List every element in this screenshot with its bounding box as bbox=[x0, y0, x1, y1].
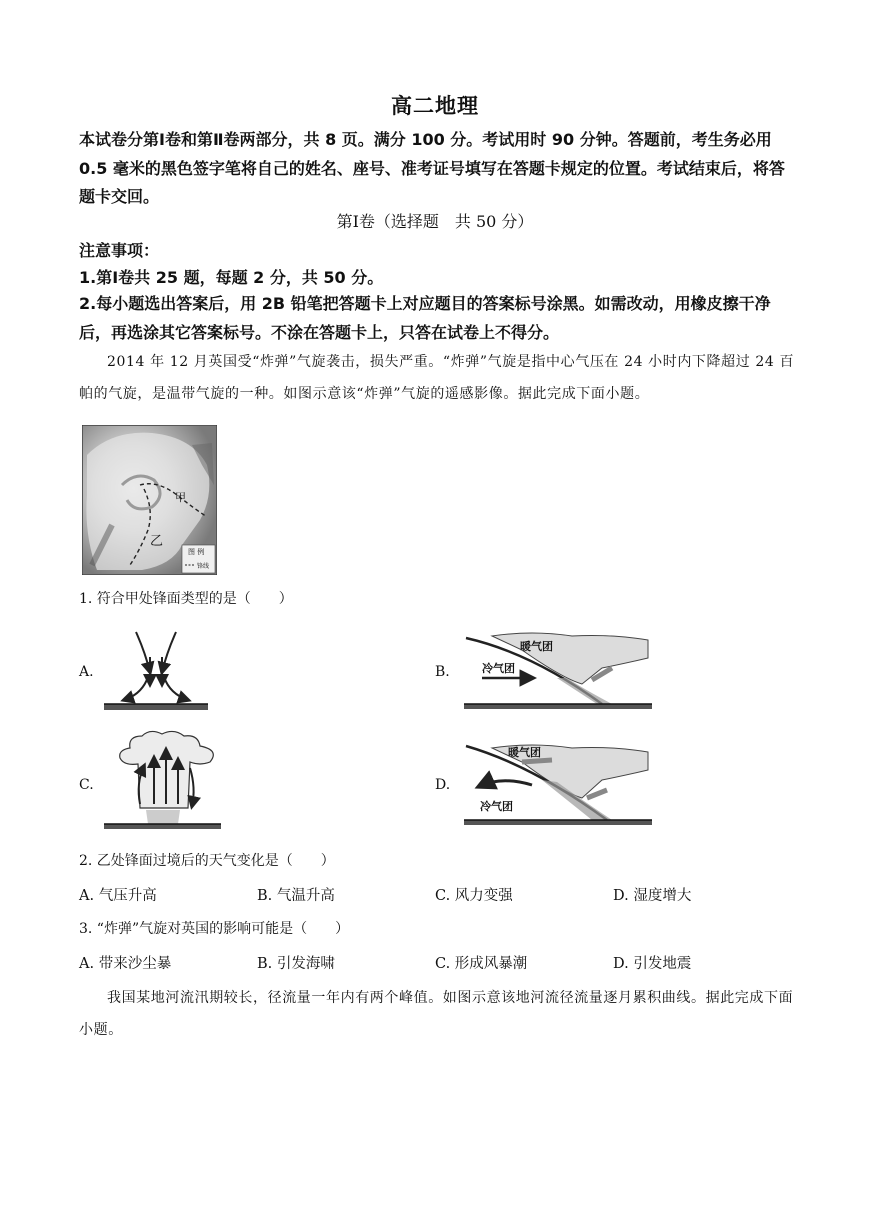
legend-item: 锋线 bbox=[197, 563, 210, 570]
label-yi: 乙 bbox=[150, 534, 164, 549]
q2-stem: 2. 乙处锋面过境后的天气变化是（ ） bbox=[79, 853, 335, 869]
q1-d-cold-label: 冷气团 bbox=[480, 800, 513, 813]
q1-option-c-diagram[interactable] bbox=[100, 728, 225, 832]
q1-b-warm-label: 暖气团 bbox=[520, 640, 553, 653]
q3-option-d[interactable]: D. 引发地震 bbox=[613, 956, 692, 972]
q2-option-c[interactable]: C. 风力变强 bbox=[435, 888, 513, 904]
exam-instructions: 本试卷分第Ⅰ卷和第Ⅱ卷两部分，共 8 页。满分 100 分。考试用时 90 分钟。答题前，考生务必用 0.5 毫米的黑色签字笔将自己的姓名、座号、准考证号填写在答题卡规定的位置。考试结束后，将答题卡交回。 bbox=[79, 130, 785, 206]
q2-option-a[interactable]: A. 气压升高 bbox=[79, 888, 157, 904]
passage-2: 我国某地河流汛期较长，径流量一年内有两个峰值。如图示意该地河流径流量逐月累积曲线。据此完成下面小题。 bbox=[79, 990, 794, 1038]
q1-d-warm-label: 暖气团 bbox=[508, 746, 541, 759]
notes-heading: 注意事项： bbox=[79, 241, 160, 260]
q1-option-d-letter[interactable]: D. bbox=[435, 777, 451, 793]
notes-item-2: 2.每小题选出答案后，用 2B 铅笔把答题卡上对应题目的答案标号涂黑。如需改动，用橡皮擦干净后，再选涂其它答案标号。不涂在答题卡上，只答在试卷上不得分。 bbox=[79, 294, 771, 342]
q1-option-b-letter[interactable]: B. bbox=[435, 664, 450, 680]
q1-stem: 1. 符合甲处锋面类型的是（ ） bbox=[79, 591, 293, 607]
q3-option-a[interactable]: A. 带来沙尘暴 bbox=[79, 956, 172, 972]
q2-option-d[interactable]: D. 湿度增大 bbox=[613, 888, 692, 904]
q1-option-a-diagram[interactable] bbox=[100, 622, 212, 716]
q2-option-b[interactable]: B. 气温升高 bbox=[257, 888, 335, 904]
q3-option-c[interactable]: C. 形成风暴潮 bbox=[435, 956, 528, 972]
q1-option-b-diagram[interactable] bbox=[462, 628, 654, 716]
passage-1: 2014 年 12 月英国受“炸弹”气旋袭击，损失严重。“炸弹”气旋是指中心气压在 24 小时内下降超过 24 百帕的气旋，是温带气旋的一种。如图示意该“炸弹”气旋的遥感影像。据此完成下面小题。 bbox=[79, 354, 795, 402]
q1-option-d-diagram[interactable] bbox=[462, 740, 654, 832]
satellite-image bbox=[82, 425, 217, 575]
q3-option-b[interactable]: B. 引发海啸 bbox=[257, 956, 335, 972]
label-jia: 甲 bbox=[175, 491, 186, 504]
page-title: 高二地理 bbox=[391, 93, 479, 118]
notes-item-1: 1.第Ⅰ卷共 25 题，每题 2 分，共 50 分。 bbox=[79, 268, 384, 287]
section-title: 第Ⅰ卷（选择题 共 50 分） bbox=[336, 212, 534, 231]
q1-option-c-letter[interactable]: C. bbox=[79, 777, 94, 793]
q1-b-cold-label: 冷气团 bbox=[482, 662, 515, 675]
q1-option-a-letter[interactable]: A. bbox=[79, 664, 94, 680]
legend-title: 图 例 bbox=[188, 548, 205, 556]
q3-stem: 3. “炸弹”气旋对英国的影响可能是（ ） bbox=[79, 921, 350, 937]
